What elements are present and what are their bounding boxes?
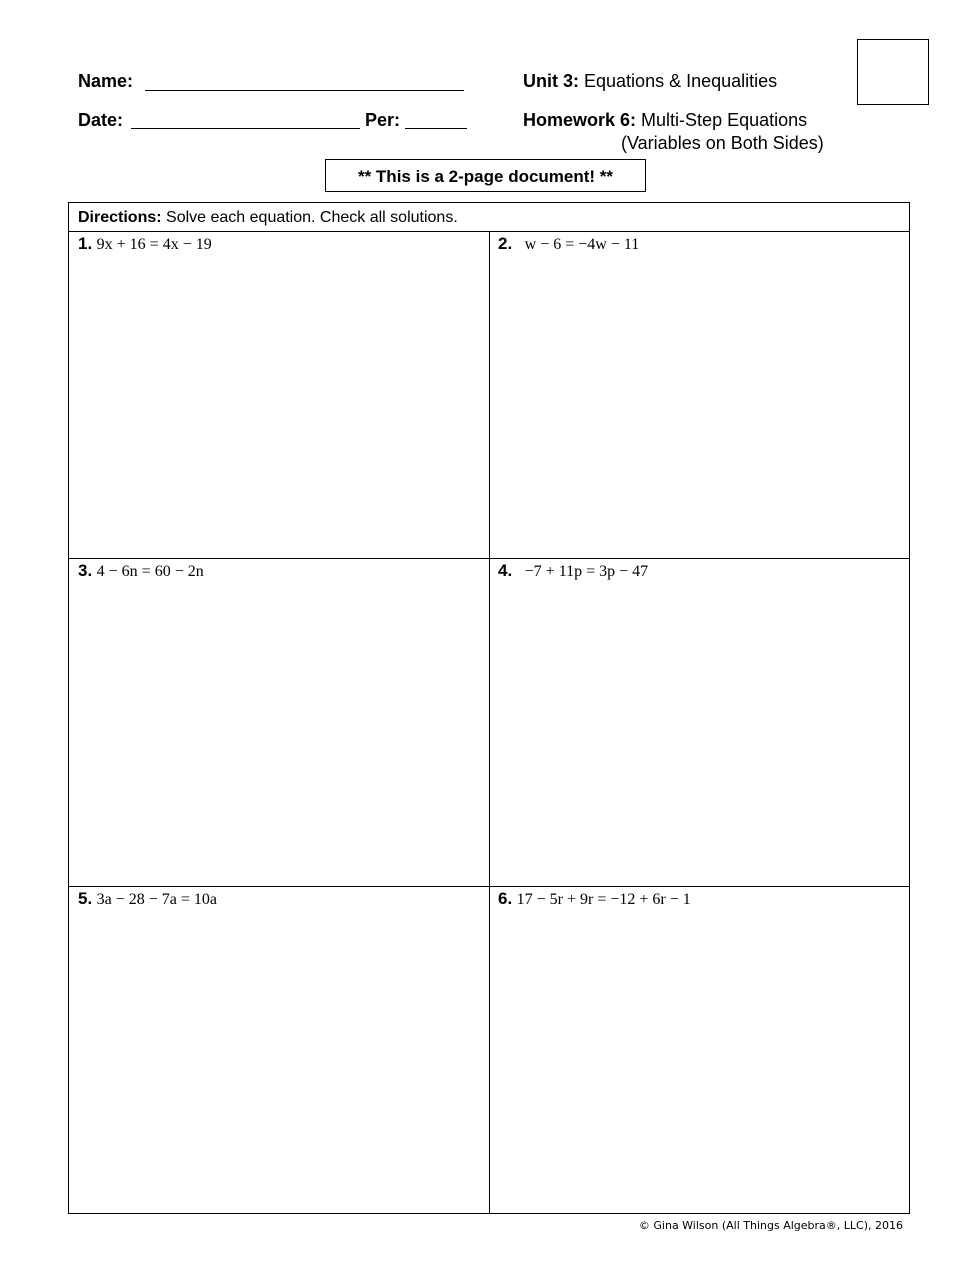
problem-1-area[interactable] bbox=[69, 232, 489, 558]
date-field[interactable] bbox=[131, 128, 360, 129]
problem-equation: −7 + 11p = 3p − 47 bbox=[524, 563, 649, 580]
date-label: Date: bbox=[78, 110, 124, 130]
directions-text: Solve each equation. Check all solutions. bbox=[166, 209, 458, 226]
name-label: Name: bbox=[78, 71, 134, 91]
unit-label: Unit 3: bbox=[523, 71, 579, 91]
problem-number: 2. bbox=[498, 234, 513, 253]
period-field[interactable] bbox=[405, 128, 467, 129]
problem-number: 5. bbox=[78, 889, 93, 908]
problem-6-area[interactable] bbox=[490, 887, 910, 1213]
unit-heading bbox=[523, 71, 777, 92]
directions-label: Directions: bbox=[78, 209, 162, 226]
problem-2-area[interactable] bbox=[490, 232, 910, 558]
problem-equation: 17 − 5r + 9r = −12 + 6r − 1 bbox=[516, 891, 691, 908]
problem-sheet bbox=[68, 202, 910, 1214]
directions-row bbox=[69, 203, 909, 232]
problem-number: 3. bbox=[78, 561, 93, 580]
page-notice: ** This is a 2-page document! ** bbox=[325, 159, 646, 192]
name-field[interactable] bbox=[145, 90, 464, 91]
problem-equation: 3a − 28 − 7a = 10a bbox=[96, 891, 218, 908]
problem-equation: w − 6 = −4w − 11 bbox=[524, 236, 640, 253]
problem-5-area[interactable] bbox=[69, 887, 489, 1213]
problem-4-area[interactable] bbox=[490, 559, 910, 886]
problem-equation: 4 − 6n = 60 − 2n bbox=[96, 563, 204, 580]
homework-heading bbox=[523, 110, 807, 131]
problem-number: 6. bbox=[498, 889, 513, 908]
problem-number: 1. bbox=[78, 234, 93, 253]
unit-title: Equations & Inequalities bbox=[584, 71, 778, 91]
problem-equation: 9x + 16 = 4x − 19 bbox=[96, 236, 212, 253]
copyright-footer: © Gina Wilson (All Things Algebra®, LLC), 2016 bbox=[638, 1219, 903, 1232]
period-label: Per: bbox=[365, 110, 401, 130]
problem-3-area[interactable] bbox=[69, 559, 489, 886]
score-box[interactable] bbox=[857, 39, 929, 105]
homework-label: Homework 6: bbox=[523, 110, 637, 130]
homework-subtitle: (Variables on Both Sides) bbox=[621, 133, 824, 153]
problem-number: 4. bbox=[498, 561, 513, 580]
homework-title: Multi-Step Equations bbox=[641, 110, 808, 130]
